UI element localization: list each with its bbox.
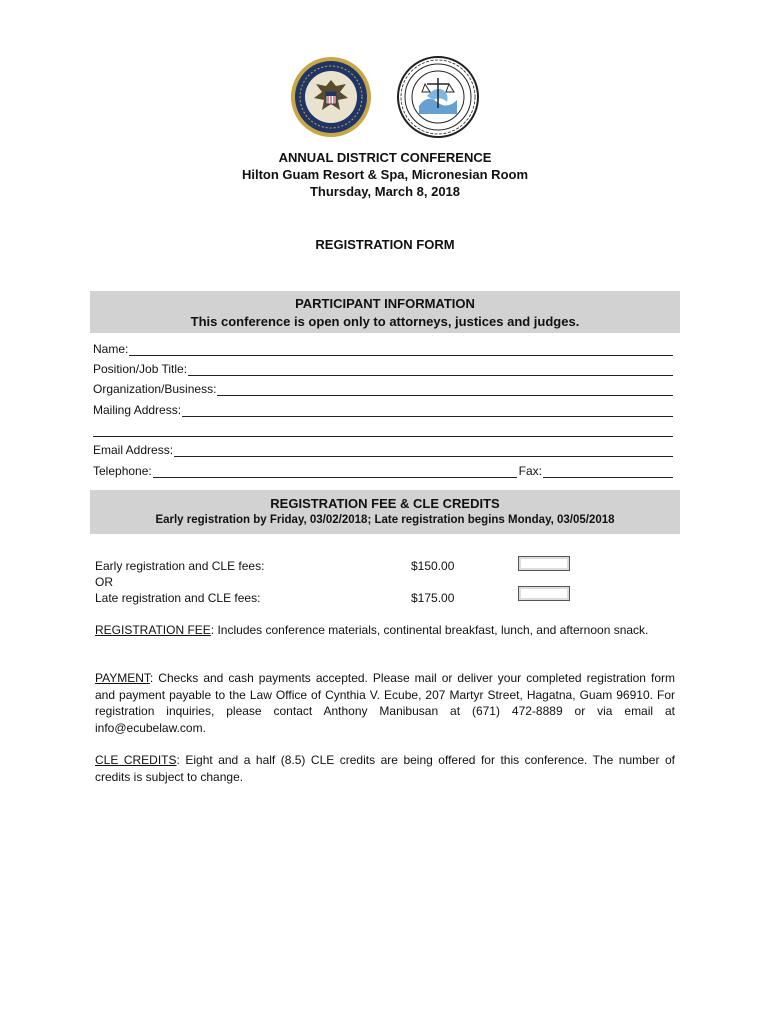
late-fee-checkbox[interactable] bbox=[518, 586, 570, 601]
fee-heading: REGISTRATION FEE & CLE CREDITS bbox=[270, 496, 500, 511]
fax-label: Fax: bbox=[518, 464, 542, 478]
form-title: REGISTRATION FORM bbox=[315, 237, 455, 252]
cle-credits-note-text: : Eight and a half (8.5) CLE credits are being offered for this conference. The number of credits is subject to change. bbox=[95, 753, 675, 784]
late-fee-label: Late registration and CLE fees: bbox=[95, 591, 261, 605]
telephone-input-line[interactable] bbox=[153, 466, 517, 478]
payment-note bbox=[95, 670, 675, 736]
participant-heading: PARTICIPANT INFORMATION bbox=[295, 296, 475, 311]
bar-association-seal bbox=[397, 56, 479, 138]
position-label: Position/Job Title: bbox=[93, 362, 188, 376]
conference-date: Thursday, March 8, 2018 bbox=[309, 184, 461, 199]
mailing-address-input-line-2[interactable] bbox=[93, 425, 673, 437]
participant-section-header bbox=[90, 291, 680, 333]
cle-credits-note-label: CLE CREDITS bbox=[95, 753, 177, 767]
justice-seal-icon bbox=[397, 56, 479, 138]
cle-credits-note bbox=[95, 752, 675, 785]
position-field-row bbox=[93, 360, 673, 376]
email-field-row bbox=[93, 441, 673, 457]
organization-field-row bbox=[93, 380, 673, 396]
early-fee-amount: $150.00 bbox=[411, 559, 455, 573]
district-court-seal bbox=[290, 56, 372, 138]
mailing-address-continuation-row bbox=[93, 421, 673, 437]
mailing-address-label: Mailing Address: bbox=[93, 403, 182, 417]
early-fee-checkbox[interactable] bbox=[518, 556, 570, 571]
participant-subheading: This conference is open only to attorneys, justices and judges. bbox=[190, 314, 580, 329]
late-fee-amount: $175.00 bbox=[411, 591, 455, 605]
mailing-address-field-row bbox=[93, 401, 673, 417]
name-label: Name: bbox=[93, 342, 129, 356]
email-label: Email Address: bbox=[93, 443, 174, 457]
fax-input-line[interactable] bbox=[543, 466, 673, 478]
fee-or-label: OR bbox=[95, 575, 113, 589]
early-fee-label: Early registration and CLE fees: bbox=[95, 559, 265, 573]
mailing-address-input-line[interactable] bbox=[182, 405, 673, 417]
registration-fee-note bbox=[95, 622, 675, 639]
fee-subheading: Early registration by Friday, 03/02/2018; Late registration begins Monday, 03/05/2018 bbox=[155, 514, 615, 526]
registration-fee-note-text: : Includes conference materials, continental breakfast, lunch, and afternoon snack. bbox=[210, 623, 649, 637]
telephone-field-row bbox=[93, 462, 673, 478]
conference-title: ANNUAL DISTRICT CONFERENCE bbox=[278, 150, 492, 165]
registration-fee-note-label: REGISTRATION FEE bbox=[95, 623, 211, 637]
payment-note-label: PAYMENT bbox=[95, 671, 150, 685]
eagle-seal-icon bbox=[290, 56, 372, 138]
telephone-label: Telephone: bbox=[93, 464, 152, 478]
organization-input-line[interactable] bbox=[217, 384, 673, 396]
conference-venue: Hilton Guam Resort & Spa, Micronesian Room bbox=[241, 167, 529, 182]
email-input-line[interactable] bbox=[174, 445, 673, 457]
name-input-line[interactable] bbox=[129, 344, 673, 356]
fee-section-header bbox=[90, 490, 680, 534]
payment-note-text: : Checks and cash payments accepted. Please mail or deliver your completed registration form and payment payable to the Law Office of Cynthia V. Ecube, 207 Martyr Street, Hagatna, Guam 96910. For registration inquiries, please contact Anthony Manibusan at (671) 472-8889 or via email at info@ecubelaw.com. bbox=[95, 671, 675, 735]
name-field-row bbox=[93, 340, 673, 356]
position-input-line[interactable] bbox=[188, 364, 673, 376]
organization-label: Organization/Business: bbox=[93, 382, 217, 396]
